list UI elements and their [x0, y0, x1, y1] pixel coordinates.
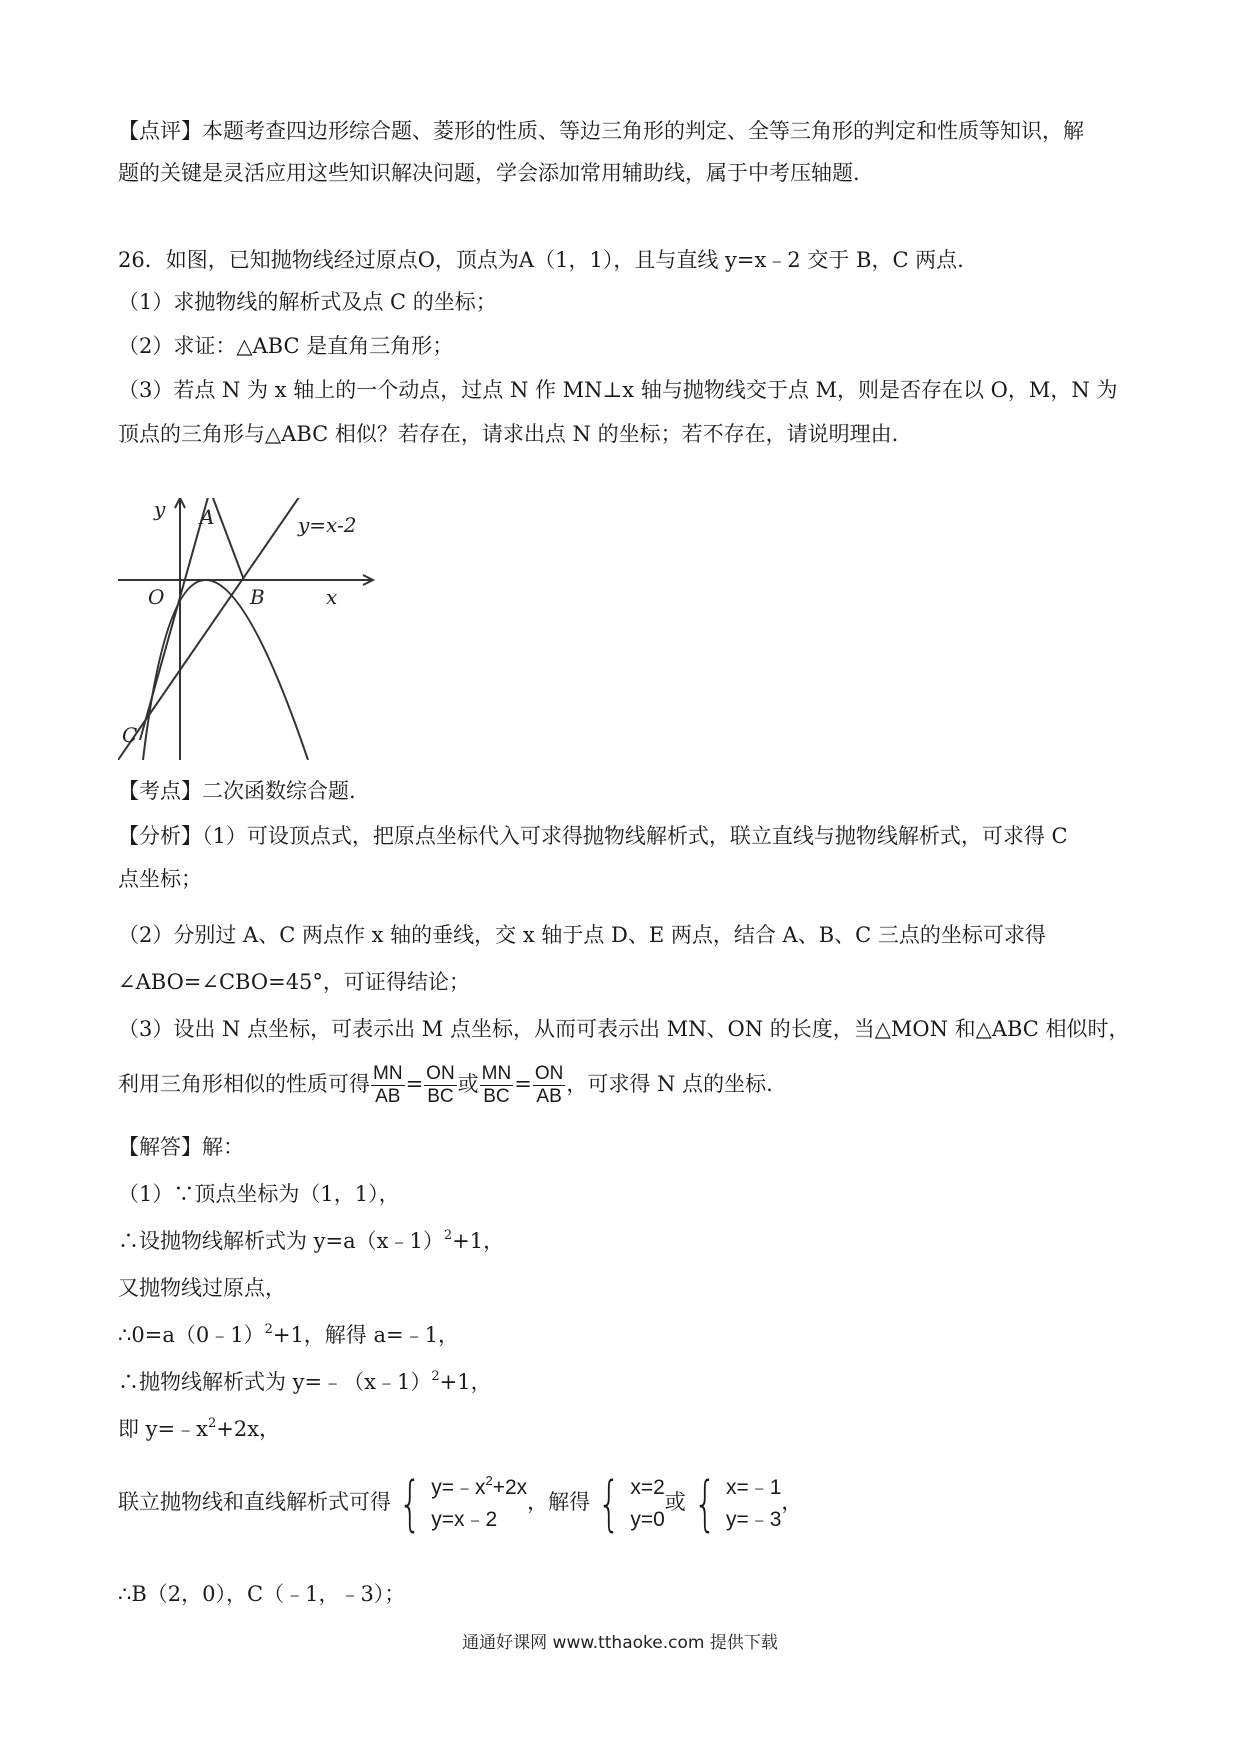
frac-numerator: MN — [373, 1063, 403, 1084]
equation-system-3 — [686, 1468, 782, 1539]
analysis-line-3: （2）分别过 A、C 两点作 x 轴的垂线，交 x 轴于点 D、E 两点，结合 A、B、C 三点的坐标可求得 — [118, 923, 1046, 947]
answer-line-8: ∴B（2，0），C（﹣1，﹣3）； — [118, 1582, 406, 1606]
analysis-line-6-prefix: 利用三角形相似的性质可得 — [118, 1072, 370, 1096]
analysis-line-5: （3）设出 N 点坐标，可表示出 M 点坐标，从而可表示出 MN、ON 的长度，当△MON 和△ABC 相似时， — [118, 1017, 1130, 1041]
system-rows — [431, 1472, 527, 1536]
answer-line-7 — [118, 1466, 802, 1538]
exponent: 2 — [264, 1322, 273, 1337]
segment-AB — [210, 498, 244, 580]
exponent: 2 — [207, 1416, 217, 1431]
equation-system-2 — [590, 1468, 665, 1539]
system-rows — [726, 1472, 781, 1536]
text: 即 y=﹣x — [118, 1417, 208, 1441]
problem-stem: 26．如图，已知抛物线经过原点O，顶点为A（1，1），且与直线 y=x﹣2 交于 B，C 两点. — [118, 248, 964, 272]
or-word: 或 — [457, 1072, 479, 1096]
question-3-line-2: 顶点的三角形与△ABC 相似？若存在，请求出点 N 的坐标；若不存在，请说明理由. — [118, 422, 899, 446]
answer-line-2 — [118, 1227, 504, 1255]
label-A: A — [200, 505, 215, 529]
exponent: 2 — [443, 1228, 453, 1243]
brace: { — [597, 1468, 621, 1539]
answer-line-1: （1）∵顶点坐标为（1，1）， — [118, 1182, 400, 1206]
text: +2x — [492, 1475, 528, 1499]
label-x: x — [326, 585, 338, 609]
brace: { — [398, 1468, 422, 1539]
or-word: 或 — [664, 1490, 686, 1514]
frac-numerator: MN — [481, 1063, 512, 1084]
analysis-line-4: ∠ABO=∠CBO=45°，可证得结论； — [118, 970, 470, 994]
parabola-figure — [118, 498, 388, 760]
equals-sign: = — [514, 1072, 532, 1096]
page-footer: 通通好课网 www.tthaoke.com 提供下载 — [462, 1633, 778, 1653]
fraction-mn-ab — [371, 1063, 405, 1108]
answer-line-3: 又抛物线过原点， — [118, 1276, 286, 1300]
text: y=﹣x — [431, 1475, 486, 1499]
text: +1，解得 a=﹣1， — [272, 1323, 459, 1347]
answer-line-6 — [118, 1415, 280, 1443]
frac-denominator: AB — [375, 1086, 401, 1107]
answer-line-7-end: ， — [781, 1490, 803, 1514]
exponent: 2 — [431, 1369, 440, 1384]
equals-sign: = — [405, 1072, 424, 1096]
frac-denominator: BC — [483, 1086, 510, 1107]
question-2: （2）求证：△ABC 是直角三角形； — [118, 334, 454, 358]
frac-denominator: AB — [536, 1086, 562, 1107]
system-row: y=0 — [630, 1507, 665, 1531]
comment-line-2: 题的关键是灵活应用这些知识解决问题，学会添加常用辅助线，属于中考压轴题. — [118, 161, 860, 185]
label-O: O — [148, 585, 165, 609]
answer-line-4 — [118, 1321, 459, 1349]
text: ∴0=a（0﹣1） — [118, 1323, 265, 1347]
text: +1， — [439, 1370, 492, 1394]
comment-line-1: 【点评】本题考查四边形综合题、菱形的性质、等边三角形的判定、全等三角形的判定和性质等知识，解 — [118, 119, 1084, 143]
answer-line-7-prefix: 联立抛物线和直线解析式可得 — [118, 1490, 391, 1514]
answer-head: 【解答】解： — [118, 1135, 244, 1159]
system-row: y=x﹣2 — [431, 1507, 498, 1531]
equation-system-1 — [391, 1468, 528, 1539]
analysis-line-6-suffix: ，可求得 N 点的坐标. — [566, 1072, 773, 1096]
answer-line-7-mid: ，解得 — [527, 1490, 591, 1514]
fraction-on-ab — [533, 1063, 566, 1108]
text: +1， — [452, 1229, 505, 1253]
kaodian: 【考点】二次函数综合题. — [118, 779, 356, 803]
exponent: 2 — [485, 1472, 493, 1488]
parabola-curve — [143, 580, 308, 760]
analysis-line-2: 点坐标； — [118, 867, 202, 891]
question-1: （1）求抛物线的解析式及点 C 的坐标； — [118, 290, 497, 314]
label-y: y — [154, 498, 166, 521]
system-rows — [630, 1472, 664, 1536]
label-C: C — [122, 723, 138, 747]
segment-CA — [140, 498, 210, 740]
system-row — [431, 1472, 527, 1504]
frac-denominator: BC — [427, 1086, 454, 1107]
fraction-on-bc — [424, 1063, 457, 1108]
answer-line-5 — [118, 1368, 492, 1396]
question-3-line-1: （3）若点 N 为 x 轴上的一个动点，过点 N 作 MN⊥x 轴与抛物线交于点 M，则是否存在以 O，M，N 为 — [118, 378, 1118, 402]
frac-numerator: ON — [534, 1063, 564, 1084]
label-B: B — [250, 585, 265, 609]
analysis-line-6 — [118, 1058, 773, 1110]
system-row: x=﹣1 — [725, 1475, 782, 1499]
analysis-line-1: 【分析】（1）可设顶点式，把原点坐标代入可求得抛物线解析式，联立直线与抛物线解析式，可求得 C — [118, 824, 1068, 848]
text: +2x， — [216, 1417, 281, 1441]
system-row: y=﹣3 — [725, 1507, 782, 1531]
brace: { — [693, 1468, 717, 1539]
fraction-mn-bc — [480, 1063, 514, 1108]
label-line: y=x-2 — [298, 513, 357, 537]
text: ∴设抛物线解析式为 y=a（x﹣1） — [118, 1229, 444, 1253]
text: ∴抛物线解析式为 y=﹣（x﹣1） — [118, 1370, 432, 1394]
frac-numerator: ON — [426, 1063, 455, 1084]
system-row: x=2 — [630, 1475, 665, 1499]
